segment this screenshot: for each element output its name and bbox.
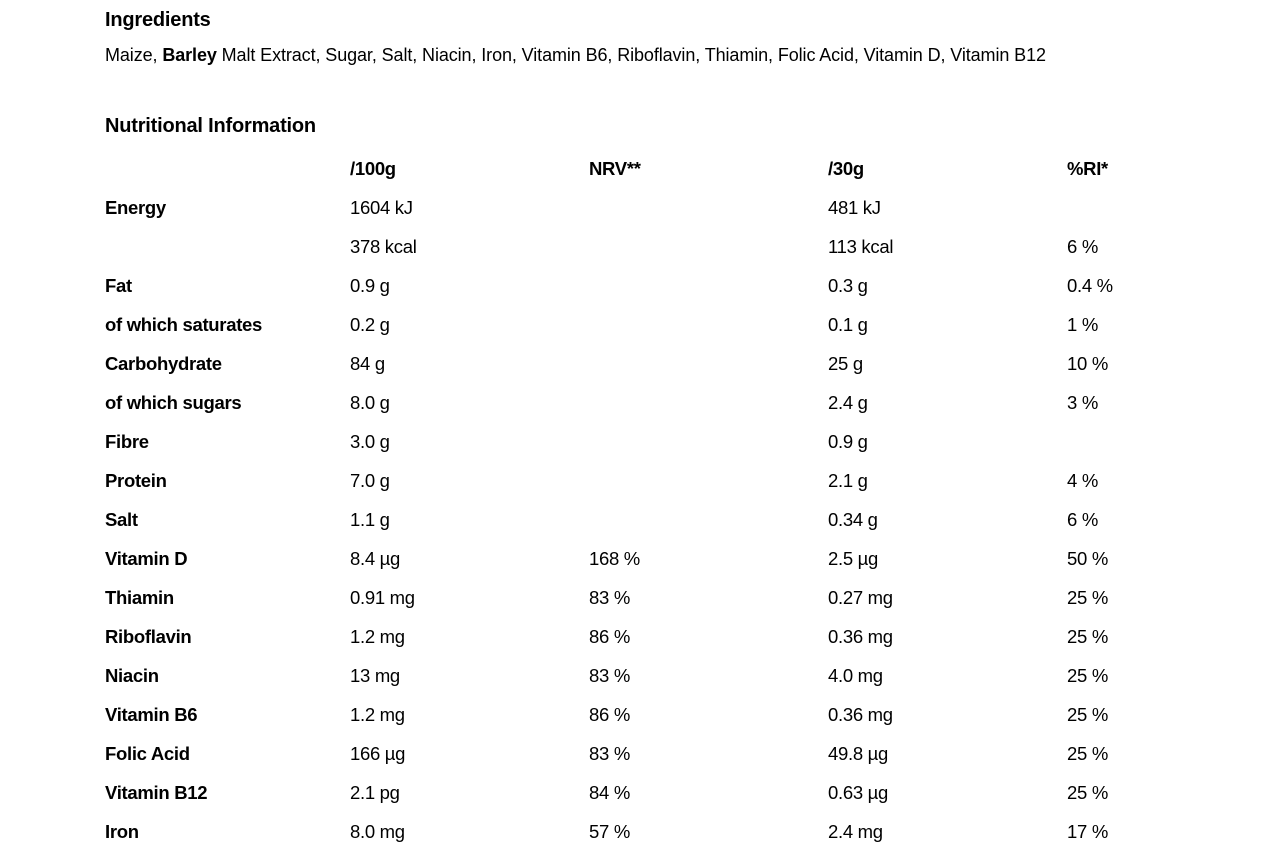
- value-nrv: 168 %: [589, 547, 640, 569]
- value-per-30g: 49.8 µg: [828, 742, 888, 764]
- value-per-30g: 0.36 mg: [828, 703, 893, 725]
- column-header-nutrient: [105, 149, 350, 188]
- value-nrv: [589, 266, 828, 305]
- nutrient-name: Protein: [105, 469, 167, 491]
- nutrient-name: of which sugars: [105, 391, 242, 413]
- value-per-100g: 84 g: [350, 352, 385, 374]
- column-header-nrv: NRV**: [589, 157, 641, 179]
- ingredient-text: Maize,: [105, 45, 163, 65]
- nutrient-name: Vitamin B6: [105, 703, 198, 725]
- value-per-100g: 1.1 g: [350, 508, 390, 530]
- value-ri: 1 %: [1067, 313, 1098, 335]
- ingredient-text: Malt Extract, Sugar, Salt, Niacin, Iron, Vitamin B6, Riboflavin, Thiamin, Folic Acid, Vitamin D, Vitamin B12: [216, 45, 1046, 65]
- value-per-100g: 1604 kJ: [350, 196, 413, 218]
- ingredient-allergen: Barley: [162, 45, 217, 65]
- value-nrv: 83 %: [589, 586, 630, 608]
- table-row: [105, 812, 1177, 851]
- nutrition-heading: Nutritional Information: [105, 115, 316, 137]
- value-per-100g: 166 µg: [350, 742, 406, 764]
- value-nrv: 83 %: [589, 664, 630, 686]
- value-per-30g: 25 g: [828, 352, 863, 374]
- value-nrv: 83 %: [589, 742, 630, 764]
- value-per-100g: 8.0 mg: [350, 820, 405, 842]
- nutrient-name: Fat: [105, 274, 132, 296]
- nutrition-table: [105, 149, 1177, 851]
- value-ri: 17 %: [1067, 820, 1108, 842]
- table-row: [105, 422, 1177, 461]
- nutrient-name: [105, 227, 350, 266]
- value-nrv: [589, 383, 828, 422]
- value-per-100g: 0.91 mg: [350, 586, 415, 608]
- nutrient-name: Energy: [105, 196, 166, 218]
- value-per-30g: 113 kcal: [828, 235, 894, 257]
- value-ri: 25 %: [1067, 625, 1108, 647]
- column-header-ri: %RI*: [1067, 157, 1108, 179]
- nutrient-name: Salt: [105, 508, 138, 530]
- value-ri: 25 %: [1067, 586, 1108, 608]
- value-per-100g: 378 kcal: [350, 235, 417, 257]
- value-ri: 25 %: [1067, 664, 1108, 686]
- table-row: [105, 578, 1177, 617]
- value-per-100g: 1.2 mg: [350, 703, 405, 725]
- column-header-per-30g: /30g: [828, 157, 864, 179]
- value-per-100g: 0.9 g: [350, 274, 390, 296]
- value-per-100g: 2.1 pg: [350, 781, 400, 803]
- value-nrv: [589, 344, 828, 383]
- table-row: [105, 500, 1177, 539]
- table-row: [105, 695, 1177, 734]
- value-per-100g: 3.0 g: [350, 430, 390, 452]
- value-nrv: 57 %: [589, 820, 630, 842]
- nutrient-name: Riboflavin: [105, 625, 192, 647]
- table-row: [105, 344, 1177, 383]
- value-ri: 25 %: [1067, 781, 1108, 803]
- value-ri: 4 %: [1067, 469, 1098, 491]
- value-per-30g: 2.4 mg: [828, 820, 883, 842]
- value-ri: 6 %: [1067, 508, 1098, 530]
- nutrient-name: Folic Acid: [105, 742, 190, 764]
- table-row: [105, 383, 1177, 422]
- value-per-100g: 13 mg: [350, 664, 400, 686]
- table-row: [105, 617, 1177, 656]
- value-ri: 25 %: [1067, 742, 1108, 764]
- value-per-30g: 2.1 g: [828, 469, 868, 491]
- nutrient-name: Vitamin B12: [105, 781, 208, 803]
- value-per-100g: 8.0 g: [350, 391, 390, 413]
- value-ri: 25 %: [1067, 703, 1108, 725]
- value-per-30g: 0.1 g: [828, 313, 868, 335]
- table-row: [105, 461, 1177, 500]
- nutrition-rows: [105, 188, 1177, 851]
- value-per-30g: 0.36 mg: [828, 625, 893, 647]
- value-per-30g: 0.63 µg: [828, 781, 888, 803]
- table-row: [105, 734, 1177, 773]
- value-ri: 3 %: [1067, 391, 1098, 413]
- ingredients-list: [105, 43, 1046, 67]
- table-row: [105, 773, 1177, 812]
- value-nrv: 86 %: [589, 703, 630, 725]
- nutrition-header-row: [105, 149, 1177, 188]
- value-nrv: [589, 461, 828, 500]
- value-per-100g: 1.2 mg: [350, 625, 405, 647]
- value-nrv: 84 %: [589, 781, 630, 803]
- nutrient-name: Niacin: [105, 664, 159, 686]
- table-row: [105, 305, 1177, 344]
- value-nrv: [589, 500, 828, 539]
- value-nrv: [589, 422, 828, 461]
- nutrient-name: Carbohydrate: [105, 352, 222, 374]
- table-row: [105, 656, 1177, 695]
- value-ri: [1067, 422, 1177, 461]
- value-per-30g: 0.27 mg: [828, 586, 893, 608]
- value-nrv: [589, 188, 828, 227]
- column-header-per-100g: /100g: [350, 157, 396, 179]
- value-nrv: [589, 305, 828, 344]
- nutrient-name: Iron: [105, 820, 139, 842]
- value-per-30g: 2.4 g: [828, 391, 868, 413]
- value-per-100g: 8.4 µg: [350, 547, 401, 569]
- nutrient-name: Thiamin: [105, 586, 174, 608]
- value-ri: 50 %: [1067, 547, 1108, 569]
- table-row: [105, 227, 1177, 266]
- value-per-30g: 0.3 g: [828, 274, 868, 296]
- value-per-30g: 2.5 µg: [828, 547, 879, 569]
- value-per-100g: 7.0 g: [350, 469, 390, 491]
- value-per-100g: 0.2 g: [350, 313, 390, 335]
- value-per-30g: 4.0 mg: [828, 664, 883, 686]
- value-ri: 6 %: [1067, 235, 1098, 257]
- value-ri: 0.4 %: [1067, 274, 1113, 296]
- value-per-30g: 481 kJ: [828, 196, 881, 218]
- value-nrv: 86 %: [589, 625, 630, 647]
- table-row: [105, 266, 1177, 305]
- value-nrv: [589, 227, 828, 266]
- table-row: [105, 539, 1177, 578]
- nutrient-name: Vitamin D: [105, 547, 188, 569]
- value-ri: [1067, 188, 1177, 227]
- nutrient-name: Fibre: [105, 430, 149, 452]
- ingredients-heading: Ingredients: [105, 9, 211, 31]
- value-per-30g: 0.9 g: [828, 430, 868, 452]
- nutrient-name: of which saturates: [105, 313, 263, 335]
- table-row: [105, 188, 1177, 227]
- value-per-30g: 0.34 g: [828, 508, 878, 530]
- value-ri: 10 %: [1067, 352, 1108, 374]
